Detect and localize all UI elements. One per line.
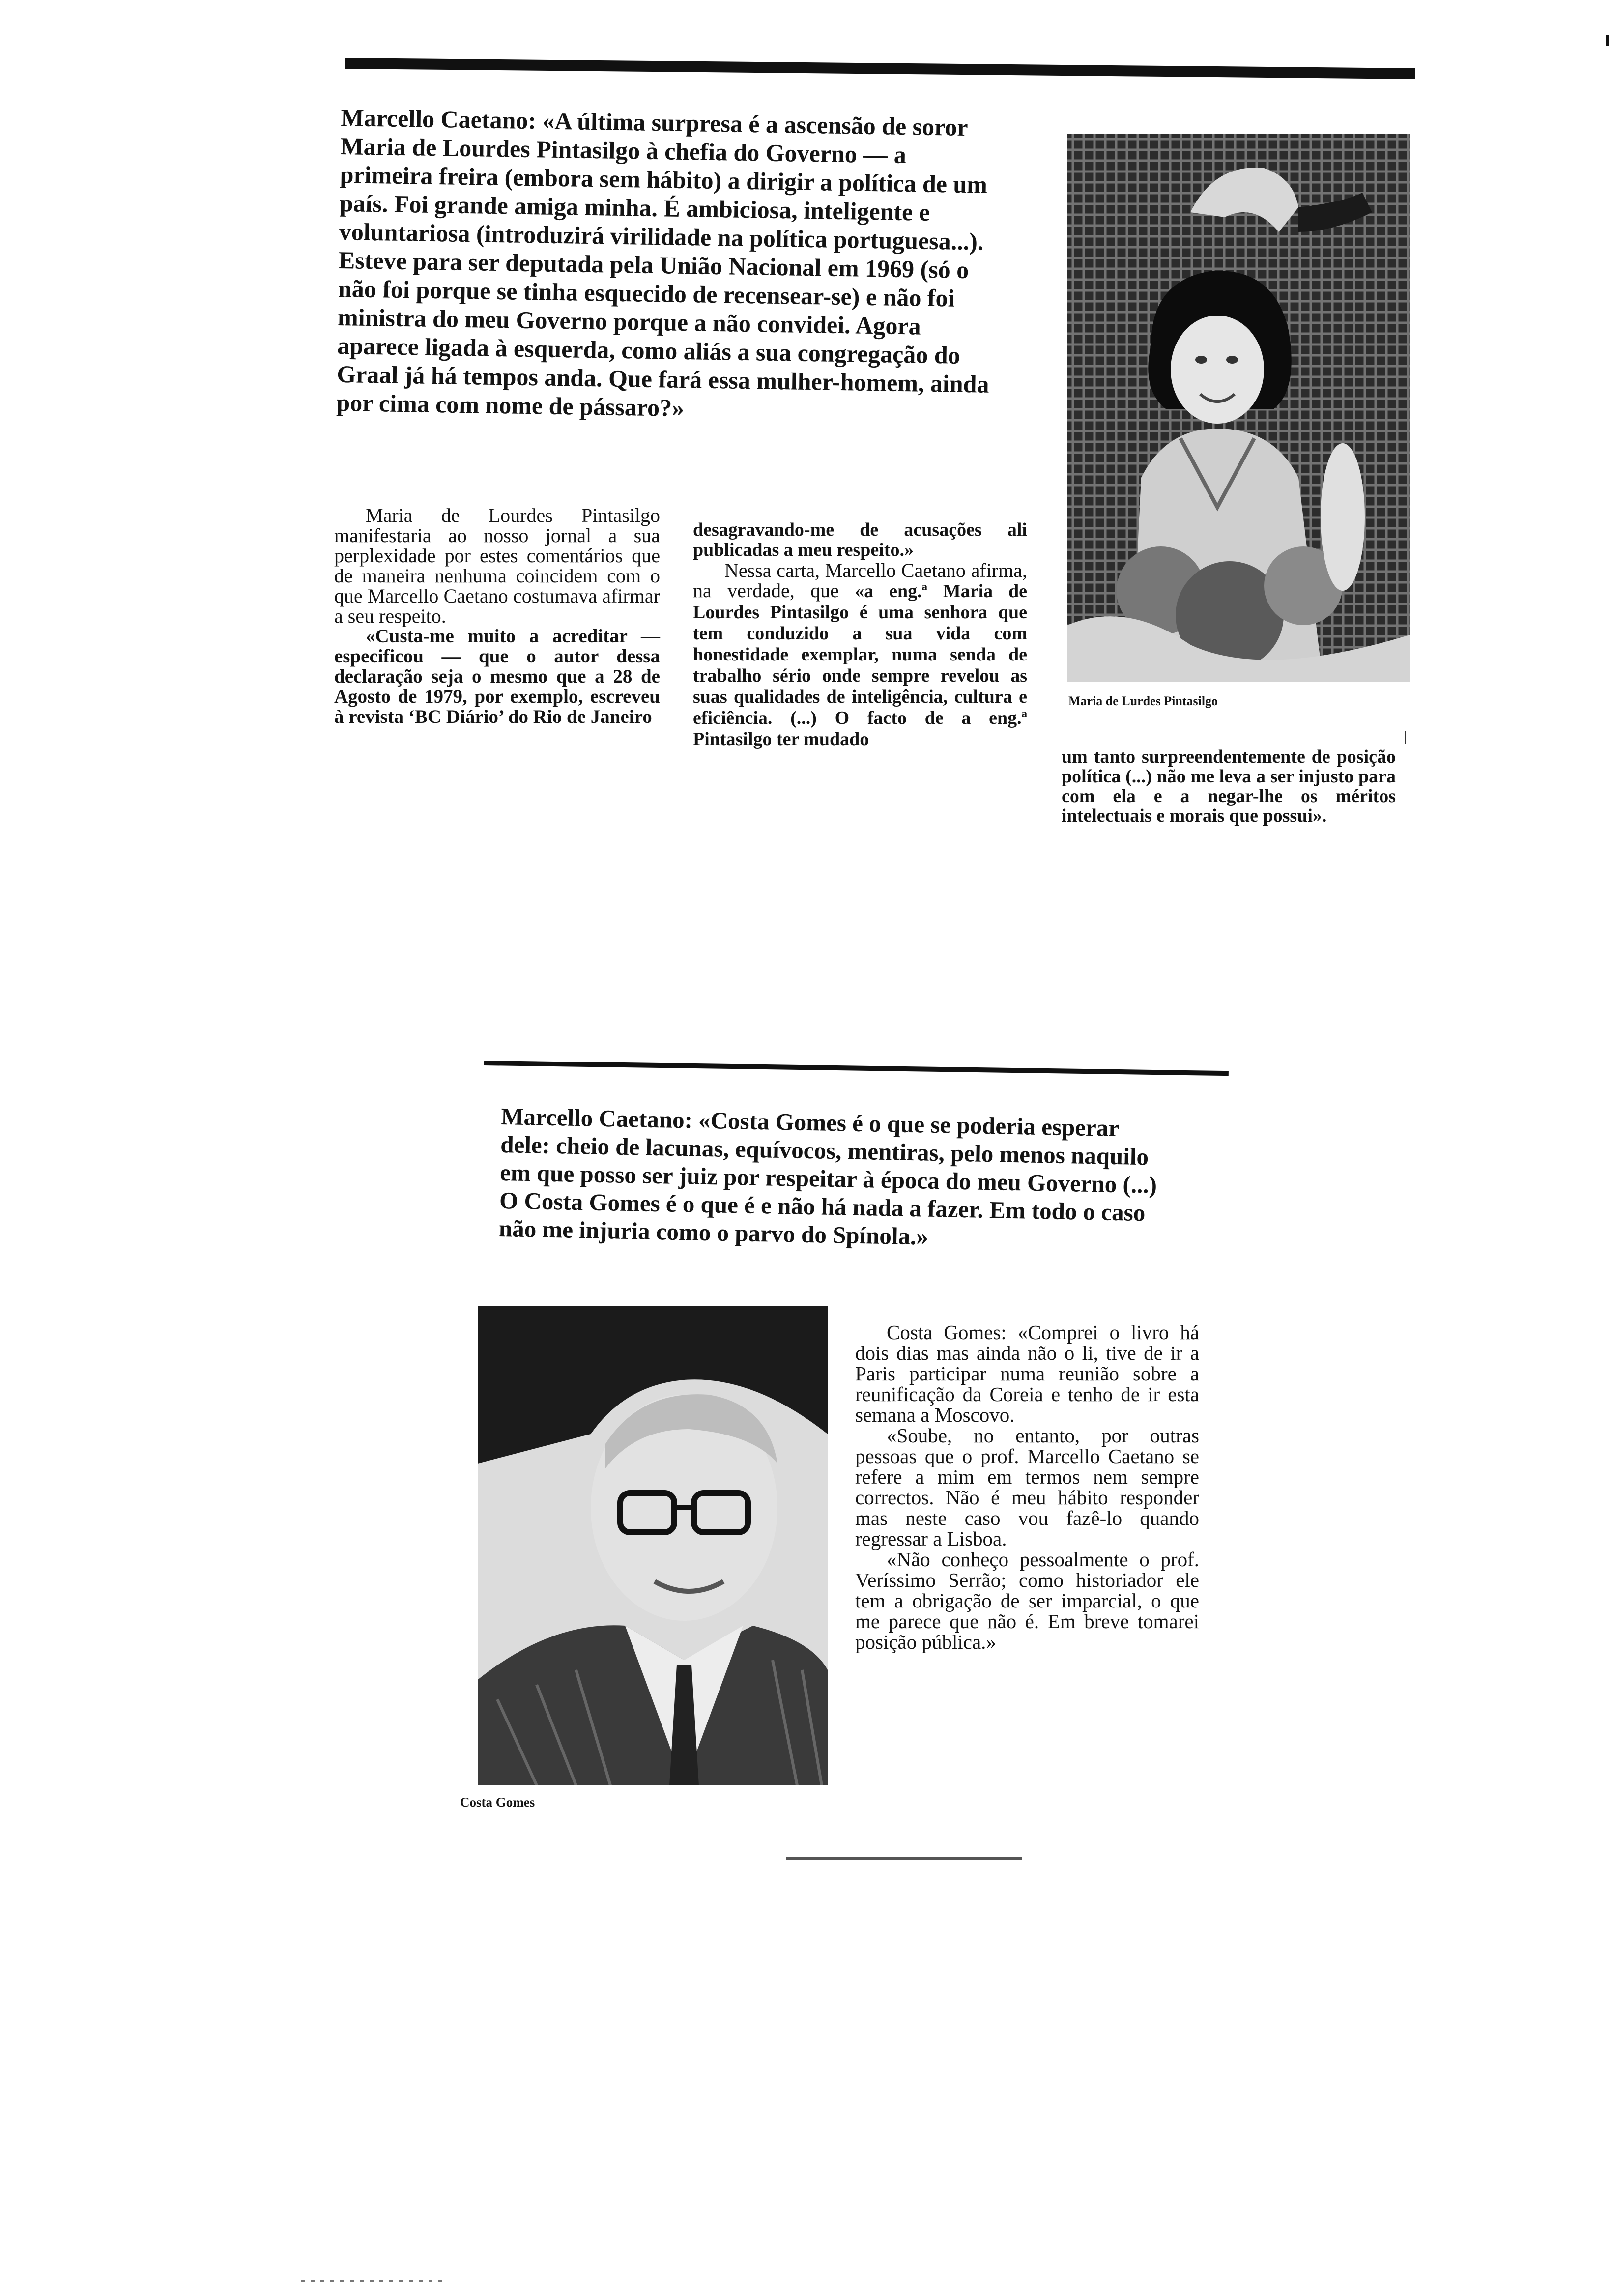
clip2-headline-speaker: Marcello Caetano: (500, 1102, 693, 1134)
clip1-headline (336, 103, 1000, 427)
clip1-headline-quote: «A última surpresa é a ascensão de soror Maria de Lourdes Pintasilgo à chefia do Governo — a primeira freira (embora sem hábito) a dirigir a política de um país. Foi grande amiga minha. É ambiciosa, inteligente e voluntariosa (introduzirá virilidade na política portuguesa...). Esteve para ser deputada pela União Nacional em 1969 (só o não foi porque se tinha esquecido de recensear-se) e não foi ministra do meu Governo porque a não convidei. Agora aparece ligada à esquerda, como aliás a sua congregação do Graal já há tempos anda. Que fará essa mulher-homem, ainda por cima com nome de pássaro?» (336, 107, 989, 422)
clip2-bottom-rule (786, 1857, 1022, 1860)
clip1-photo-pintasilgo (1067, 134, 1410, 682)
clip2-paragraph: Costa Gomes: «Comprei o livro há dois dias mas ainda não o li, tive de ir a Paris participar numa reunião sobre a reunificação da Coreia e tenho de ir esta semana a Moscovo. (855, 1321, 1199, 1426)
clip2-photo-costa-gomes (478, 1306, 828, 1785)
clip2-top-rule (484, 1061, 1229, 1076)
scan-dust (301, 2280, 448, 2282)
clip1-column-1 (334, 505, 660, 727)
clip2-headline (499, 1102, 1172, 1255)
clip2-paragraph: «Soube, no entanto, por outras pessoas que o prof. Marcello Caetano se refere a mim em termos nem sempre correctos. Não é meu hábito responder mas neste caso vou fazê-lo quando regressar a Lisboa. (855, 1424, 1199, 1550)
clip2-text-column (855, 1322, 1199, 1652)
clip1-col2-paragraph: desagravando-me de acusações ali publicadas a meu respeito.» (693, 519, 1027, 560)
clip1-col1-paragraph: Maria de Lourdes Pintasilgo manifestaria ao nosso jornal a sua perplexidade por estes comentários que de maneira nenhuma coincidem com o que Marcello Caetano costumava afirmar a seu respeito. (334, 504, 660, 627)
clip1-col3-paragraph: um tanto surpreendentemente de posição política (...) não me leva a ser injusto para com ela e a negar-lhe os méritos intelectuais e morais que possui». (1062, 746, 1396, 826)
clip1-col2-quote: «a eng.ª Maria de Lourdes Pintasilgo é uma senhora que tem conduzido a sua vida com honestidade exemplar, numa senda de trabalho sério onde sempre revelou as suas qualidades de inteligência, cultura e eficiência. (...) O facto de a eng.ª Pintasilgo ter mudado (693, 581, 1028, 749)
clip2-headline-quote: «Costa Gomes é o que se poderia esperar dele: cheio de lacunas, equívocos, mentiras, pelo menos naquilo em que posso ser juiz por respeitar à época do meu Governo (...) O Costa Gomes é o que é e não há nada a fazer. Em todo o caso não me injuria como o parvo do Spínola.» (498, 1106, 1157, 1250)
clip1-column-3 (1062, 747, 1396, 826)
clip1-column-2 (693, 520, 1027, 749)
clip1-col2-text: Nessa carta, Marcello Caetano afirma, na verdade, que (693, 559, 1027, 602)
clip1-photo-caption: Maria de Lurdes Pintasilgo (1068, 694, 1218, 708)
clip1-col1-paragraph: «Custa-me muito a acreditar — especificou — que o autor dessa declaração seja o mesmo que a 28 de Agosto de 1979, por exemplo, escreveu à revista ‘BC Diário’ do Rio de Janeiro (334, 626, 660, 727)
scan-speck (1405, 731, 1406, 744)
clip1-col2-paragraph (693, 560, 1027, 749)
clip2-paragraph: «Não conheço pessoalmente o prof. Veríssimo Serrão; como historiador ele tem a obrigação de ser imparcial, o que me parece que não é. Em breve tomarei posição pública.» (855, 1548, 1199, 1653)
clip1-headline-speaker: Marcello Caetano: (341, 103, 537, 135)
scan-speck (1606, 35, 1609, 46)
clip1-top-rule (345, 58, 1415, 79)
clip2-photo-caption: Costa Gomes (460, 1795, 535, 1809)
